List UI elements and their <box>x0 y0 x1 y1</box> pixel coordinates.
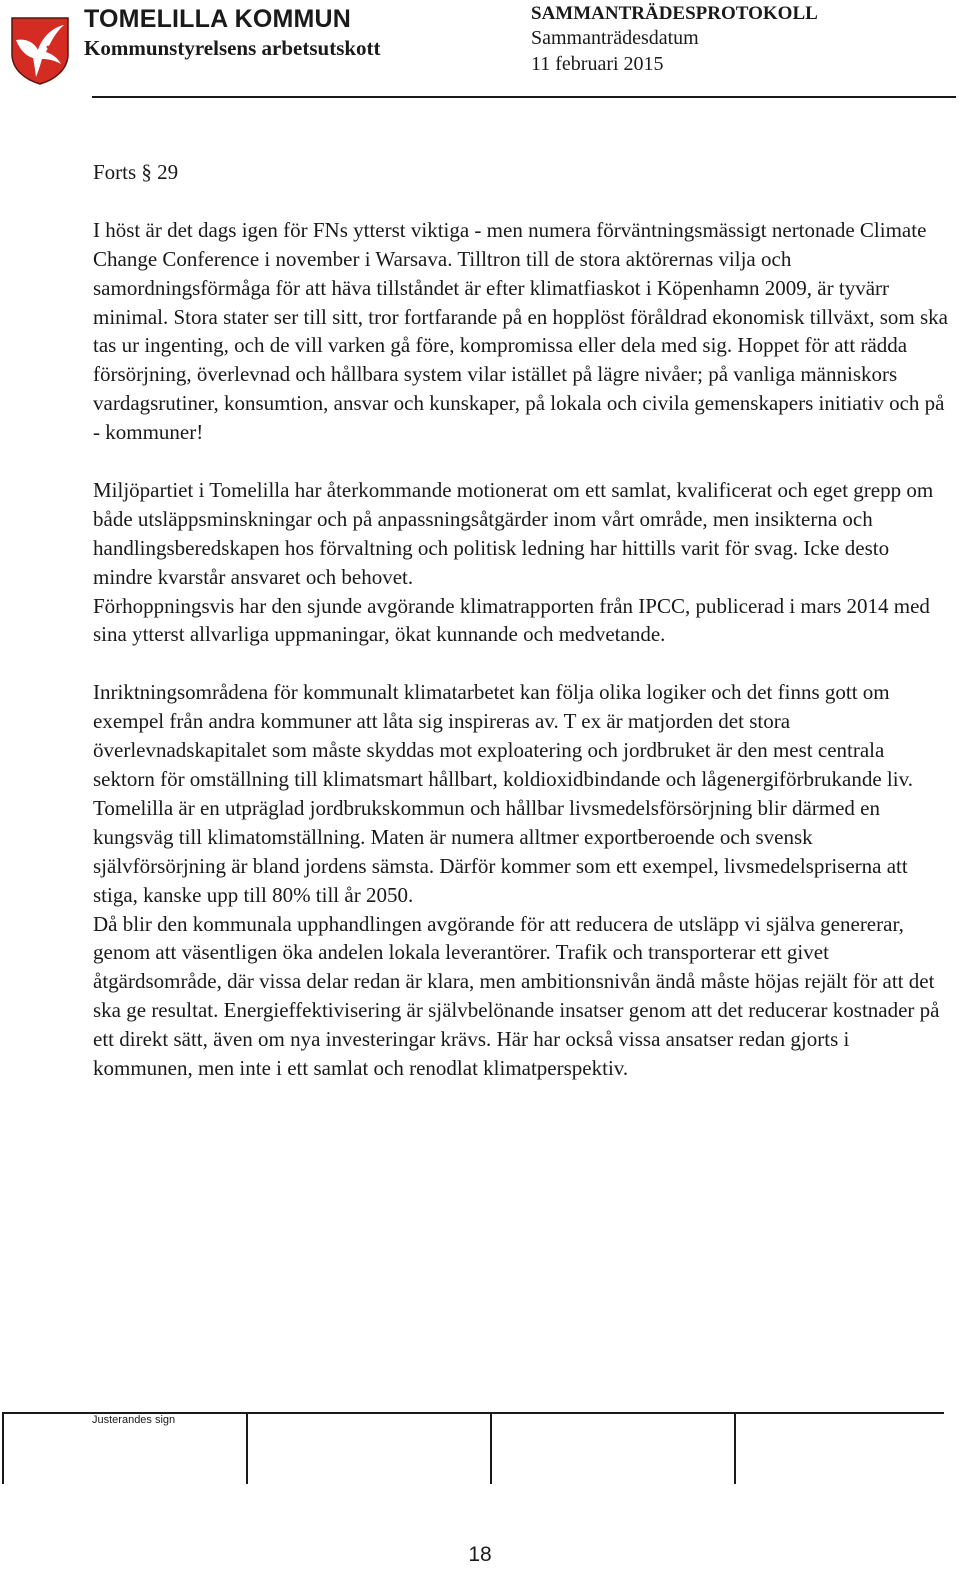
signature-cell-2 <box>246 1414 248 1484</box>
paragraph-ipcc: Förhoppningsvis har den sjunde avgörande klimatrapporten från IPCC, publicerad i mars 2014 med sina ytterst allvarliga uppmaningar, ökat kunnande och medvetande. <box>93 593 930 647</box>
signature-cell-4 <box>734 1414 736 1484</box>
page-number: 18 <box>468 1543 492 1566</box>
paragraph-focus-areas: Inriktningsområdena för kommunalt klimatarbetet kan följa olika logiker och det finns gott om exempel från andra kommuner att låta sig inspireras av. T ex är matjorden det stora överlevnadskapitalet som måste skyddas mot exploatering och jordbruket är den mest centrala sektorn för omställning till klimatsmart hållbart, koldioxidbindande och lågenergiförbrukande liv. Tomelilla är en utpräglad jordbrukskommun och hållbar livsmedelsförsörjning blir därmed en kungsväg till klimatomställning. Maten är numera alltmer exportberoende och svensk självförsörjning är bland jordens sämsta. Därför kommer som ett exempel, livsmedelspriserna att stiga, kanske upp till 80% till år 2050. <box>93 680 913 907</box>
paragraph-climate-conference: I höst är det dags igen för FNs ytterst viktiga - men numera förväntningsmässigt nertonade Climate Change Conference i november i Warsava. Tilltron till de stora aktörernas vilja och samordningsförmåga för att häva tillståndet är efter klimatfiaskot i Köpenhamn 2009, är tyvärr minimal. Stora stater ser till sitt, tror fortfarande på en hopplöst föråldrad ekonomisk tillväxt, som ska tas ur ingenting, och de vill varken gå före, kompromissa eller dela med sig. Hoppet för att rädda försörjning, överlevnad och hållbara system vilar istället på lägre nivåer; på vanliga människors vardagsrutiner, konsumtion, ansvar och kunskaper, på lokala och civila gemenskapers initiativ och på - kommuner! <box>93 217 948 445</box>
paragraph-procurement: Då blir den kommunala upphandlingen avgörande för att reducera de utsläpp vi själva genererar, genom att väsentligen öka andelen lokala leverantörer. Trafik och transporterar ett givet åtgärdsområde, där vissa delar redan är klara, men ambitionsnivån ändå måste höjas rejält för att det ska ge resultat. Energieffektivisering är självbelönande insatser genom att det reducerar kostnader på ett direkt sätt, även om nya investeringar krävs. Här har också vissa ansatser redan gjorts i kommunen, men inte i ett samlat och renodlat klimatperspektiv. <box>93 911 940 1081</box>
signature-cell-1 <box>2 1414 4 1484</box>
section-reference: Forts § 29 <box>93 160 179 184</box>
committee-name: Kommunstyrelsens arbetsutskott <box>84 36 381 60</box>
signature-label: Justerandes sign <box>92 1414 176 1426</box>
signature-cell-3 <box>490 1414 492 1484</box>
protocol-body <box>93 158 948 1083</box>
meeting-date: 11 februari 2015 <box>531 53 664 75</box>
meeting-date-label: Sammanträdesdatum <box>531 27 699 49</box>
document-type: SAMMANTRÄDESPROTOKOLL <box>531 3 818 24</box>
paragraph-miljopartiet: Miljöpartiet i Tomelilla har återkommande motionerat om ett samlat, kvalificerat och eget grepp om både utsläppsminskningar och på anpassningsåtgärder inom vårt område, men insikterna och handlingsberedskapen hos förvaltning och politisk ledning har hittills varit för svag. Icke desto mindre kvarstår ansvaret och behovet. <box>93 477 934 589</box>
municipality-crest-icon <box>8 14 72 86</box>
header-divider <box>92 96 956 98</box>
municipality-name: TOMELILLA KOMMUN <box>84 5 352 33</box>
